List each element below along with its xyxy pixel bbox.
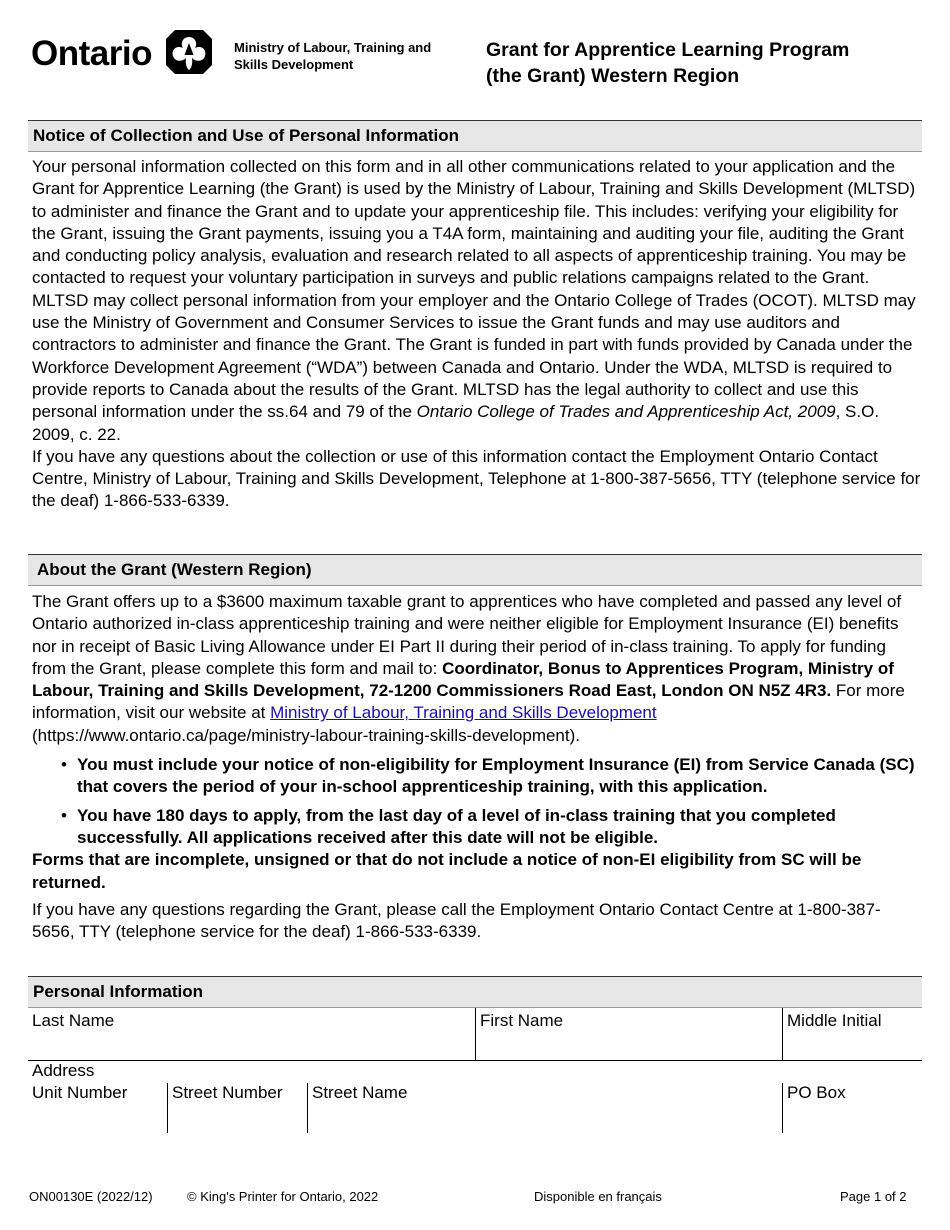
middle-initial-label: Middle Initial: [787, 1011, 882, 1030]
street-number-label: Street Number: [172, 1083, 283, 1102]
field-divider: [475, 1008, 476, 1060]
notice-contact-paragraph: If you have any questions about the collection or use of this information contact the Employment Ontario Contact Centre, Ministry of Labour, Training and Skills Development, Telephone at 1-800-387-5656, TTY (telephone service for the deaf) 1-866-533-6339.: [32, 446, 921, 511]
copyright-notice: © King's Printer for Ontario, 2022: [187, 1189, 379, 1204]
form-title: [486, 37, 926, 89]
field-divider: [307, 1083, 308, 1133]
last-name-label: Last Name: [32, 1011, 115, 1030]
field-divider: [782, 1083, 783, 1133]
unit-number-field[interactable]: [28, 1106, 166, 1132]
ontario-logo-wordmark: Ontario: [31, 34, 152, 73]
website-url-text: (https://www.ontario.ca/page/ministry-labour-training-skills-development).: [32, 725, 580, 745]
field-divider: [167, 1083, 168, 1133]
act-name: Ontario College of Trades and Apprenticeship Act, 2009: [416, 402, 836, 422]
about-intro-text: The Grant offers up to a $3600 maximum taxable grant to apprentices who have completed and passed any level of Ontario authorized in-class apprenticeship training and were neither eligible for Employment Insurance (EI) benefits nor in receipt of Basic Living Allowance under EI Part II during their period of in-class training. To apply for funding from the Grant, please complete this form and mail to:: [32, 592, 902, 678]
po-box-label: PO Box: [787, 1083, 846, 1102]
first-name-label: First Name: [480, 1011, 564, 1030]
act-citation: , S.O. 2009, c. 22.: [32, 402, 880, 444]
questions-paragraph: If you have any questions regarding the Grant, please call the Employment Ontario Contact Centre at 1-800-387-5656, TTY (telephone service for the deaf) 1-866-533-6339.: [32, 899, 881, 942]
requirement-text: You have 180 days to apply, from the last day of a level of in-class training that you completed successfully. All applications received after this date will not be eligible.: [77, 805, 836, 847]
notice-section-heading: Notice of Collection and Use of Personal Information: [28, 120, 922, 152]
trillium-icon: [165, 28, 213, 76]
notice-body: [32, 156, 922, 513]
page-number: Page 1 of 2: [840, 1189, 907, 1204]
street-name-label: Street Name: [312, 1083, 408, 1102]
unit-number-label: Unit Number: [32, 1083, 128, 1102]
last-name-field[interactable]: [28, 1032, 474, 1059]
ministry-website-link[interactable]: Ministry of Labour, Training and Skills Development: [270, 703, 657, 723]
notice-main-text: Your personal information collected on this form and in all other communications related to your application and the Grant for Apprentice Learning (the Grant) is used by the Ministry of Labour, Training and Skills Development (MLTSD) to administer and finance the Grant and to update your apprenticeship file. This includes: verifying your eligibility for the Grant, issuing the Grant payments, issuing you a T4A form, maintaining and auditing your file, auditing the Grant and conducting policy analysis, evaluation and research related to all aspects of apprenticeship training. You may be contacted to request your voluntary participation in surveys and public relations campaigns related to the Grant. MLTSD may collect personal information from your employer and the Ontario College of Trades (OCOT). MLTSD may use the Ministry of Government and Consumer Services to issue the Grant funds and may use auditors and contractors to administer and finance the Grant. The Grant is funded in part with funds provided by Canada under the Workforce Development Agreement (“WDA”) between Canada and Ontario. Under the WDA, MLTSD is required to provide reports to Canada about the results of the Grant. MLTSD has the legal authority to collect and use this personal information under the ss.64 and 79 of the: [32, 157, 916, 422]
bullet-icon: •: [61, 755, 67, 775]
street-name-field[interactable]: [309, 1106, 781, 1132]
form-id: ON00130E (2022/12): [29, 1189, 153, 1204]
ministry-name: Ministry of Labour, Training and Skills Development: [234, 40, 432, 72]
about-body: [32, 591, 922, 943]
notice-paragraph: [32, 156, 922, 446]
incomplete-forms-warning: Forms that are incomplete, unsigned or that do not include a notice of non-EI eligibility from SC will be returned.: [32, 850, 862, 892]
requirement-item: [32, 754, 922, 799]
personal-info-section-heading: Personal Information: [28, 976, 922, 1008]
middle-initial-field[interactable]: [784, 1032, 922, 1059]
french-availability: Disponible en français: [534, 1189, 662, 1204]
about-section-heading: About the Grant (Western Region): [28, 554, 922, 586]
bullet-icon: •: [61, 805, 67, 825]
more-info-text: For more information, visit our website at: [32, 681, 905, 723]
field-divider: [782, 1008, 783, 1060]
row-divider: [28, 1060, 922, 1061]
requirement-item: [32, 805, 922, 850]
mail-address: Coordinator, Bonus to Apprentices Program, Ministry of Labour, Training and Skills Development, 72-1200 Commissioners Road East, London ON N5Z 4R3.: [32, 658, 894, 701]
requirements-list: [32, 754, 922, 849]
about-intro-paragraph: [32, 591, 922, 747]
form-title-line-2: (the Grant) Western Region: [486, 65, 740, 87]
first-name-field[interactable]: [477, 1032, 781, 1059]
requirement-text: You must include your notice of non-eligibility for Employment Insurance (EI) from Service Canada (SC) that covers the period of your in-school apprenticeship training, with this application.: [77, 755, 915, 797]
po-box-field[interactable]: [784, 1106, 922, 1132]
address-label: Address: [32, 1061, 95, 1080]
street-number-field[interactable]: [169, 1106, 306, 1132]
form-title-line-1: Grant for Apprentice Learning Program: [486, 39, 850, 61]
